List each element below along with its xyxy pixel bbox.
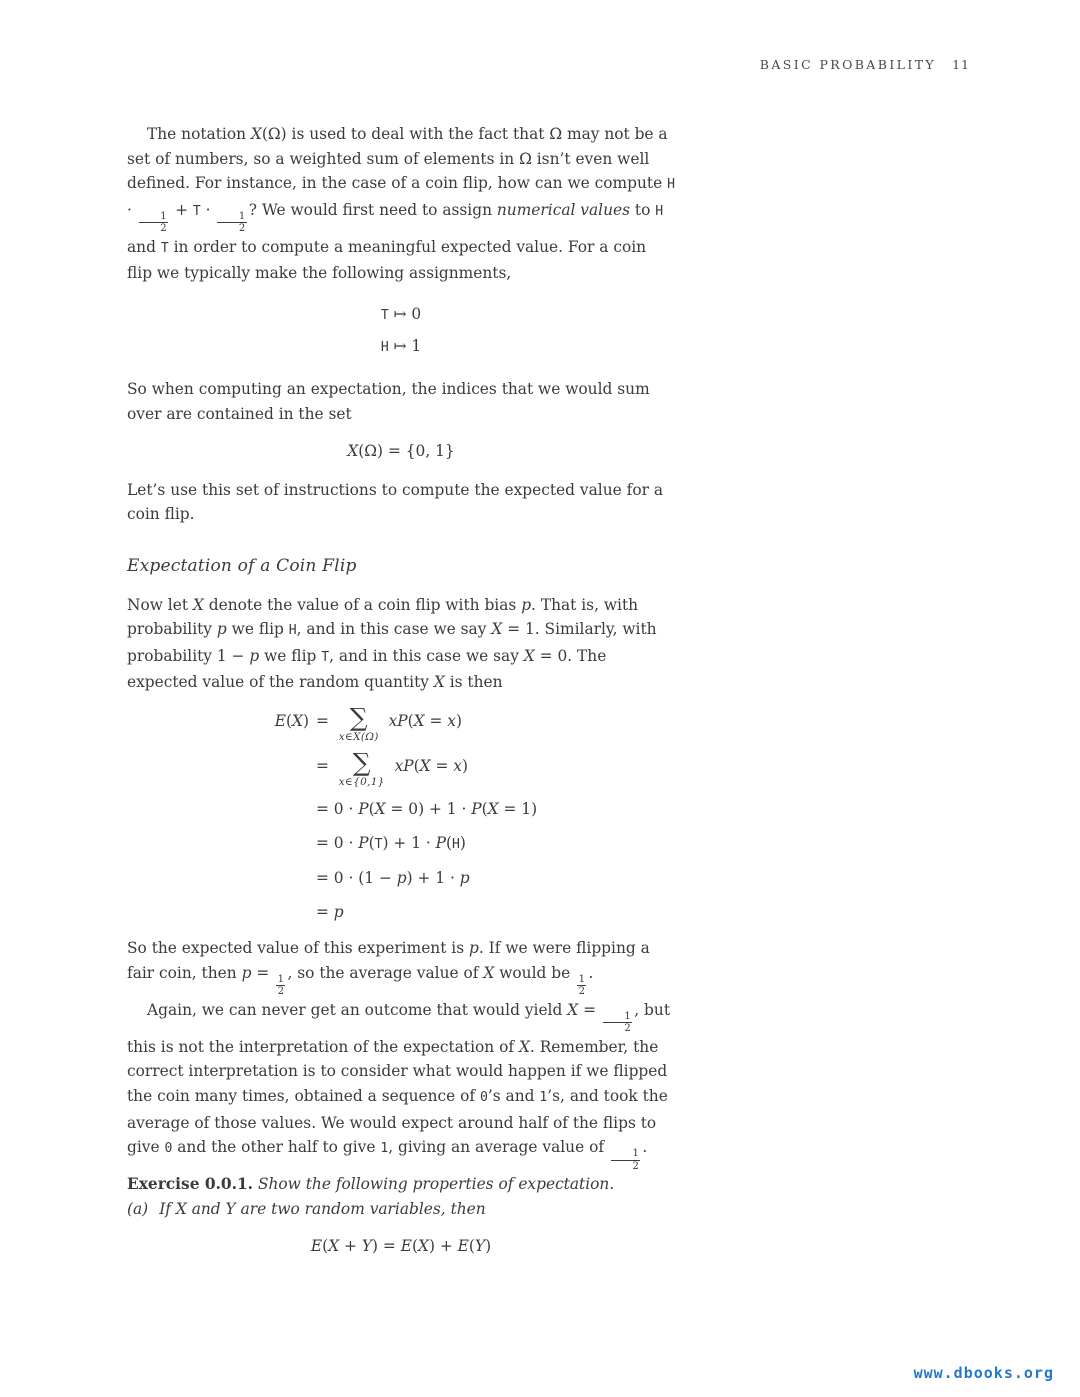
exercise-statement: Exercise 0.0.1. Show the following properties of expectation. [127, 1175, 615, 1194]
paragraph-fair-coin: So the expected value of this experiment is p. If we were flipping a fair coin, then p = $\frac{1}{2}$ , so the average value of X would be $\frac{1}{2}$ . [127, 939, 650, 998]
page-number: 11 [952, 57, 970, 72]
equation-row [259, 702, 675, 744]
display-linearity-equation: E(X + Y) = E(X) + E(Y) [310, 1237, 492, 1256]
exercise-item-a: (a) If X and Y are two random variables, then [127, 1199, 486, 1218]
equation-rhs: = ∑ x∈{0,1} xP(X = x) [316, 747, 468, 789]
page-header [760, 57, 970, 72]
equation-row [259, 747, 675, 789]
equation-rhs: = 0 · P(T) + 1 · P(H) [316, 833, 466, 852]
paragraph-notation: The notation X(Ω) is used to deal with the fact that Ω may not be a set of numbers, so a weighted sum of elements in Ω isn’t even well defined. For instance, in the case of a coin flip, how can we compute H · $\frac{1}{2}$ + T · $\frac{1}{2}$ ? We would first need to assign numerical values to H and T in order to compute a meaningful expected value. For a coin flip we typically make the following assignments, [127, 125, 675, 283]
running-title: BASIC PROBABILITY [759, 57, 937, 72]
page-content [127, 122, 675, 1273]
paragraph-instructions: Let’s use this set of instructions to compute the expected value for a coin flip. [127, 480, 664, 524]
equation-rhs: = 0 · P(X = 0) + 1 · P(X = 1) [316, 799, 538, 818]
equation-block [259, 702, 675, 924]
assignment-heads-line: H ↦ 1 [380, 336, 422, 355]
equation-rhs: = ∑ x∈X(Ω) xP(X = x) [316, 702, 462, 744]
paragraph-interpretation: Again, we can never get an outcome that would yield X = $\frac{1}{2}$ , but this is not the interpretation of the expectation of X. Remember, the correct interpretation is to consider what would happen if we flipped the coin many times, obtained a sequence of 0’s and 1’s, and took the average of those values. We would expect around half of the flips to give 0 and the other half to give 1, giving an average value of $\frac{1}{2}$ . [127, 1000, 670, 1172]
display-assignments [127, 299, 675, 363]
equation-rhs: = p [316, 902, 344, 921]
paragraph-coin-flip-setup: Now let X denote the value of a coin flip with bias p. That is, with probability p we flip H, and in this case we say X = 1. Similarly, with probability 1 − p we flip T, and in this case we say X = 0. The expected value of the random quantity X is then [127, 595, 657, 692]
assignment-tails-line: T ↦ 0 [380, 304, 422, 323]
equation-lhs: E(X) [274, 711, 309, 730]
equation-row [259, 900, 675, 925]
equation-row [259, 797, 675, 822]
equation-row [259, 831, 675, 858]
equation-rhs: = 0 · (1 − p) + 1 · p [316, 869, 470, 888]
paragraph-sum-indices: So when computing an expectation, the indices that we would sum over are contained in the set [127, 379, 650, 423]
equation-row [259, 866, 675, 891]
footer-link[interactable]: www.dbooks.org [913, 1364, 1054, 1382]
display-index-set: X(Ω) = {0, 1} [347, 442, 455, 461]
section-heading: Expectation of a Coin Flip [127, 555, 357, 576]
